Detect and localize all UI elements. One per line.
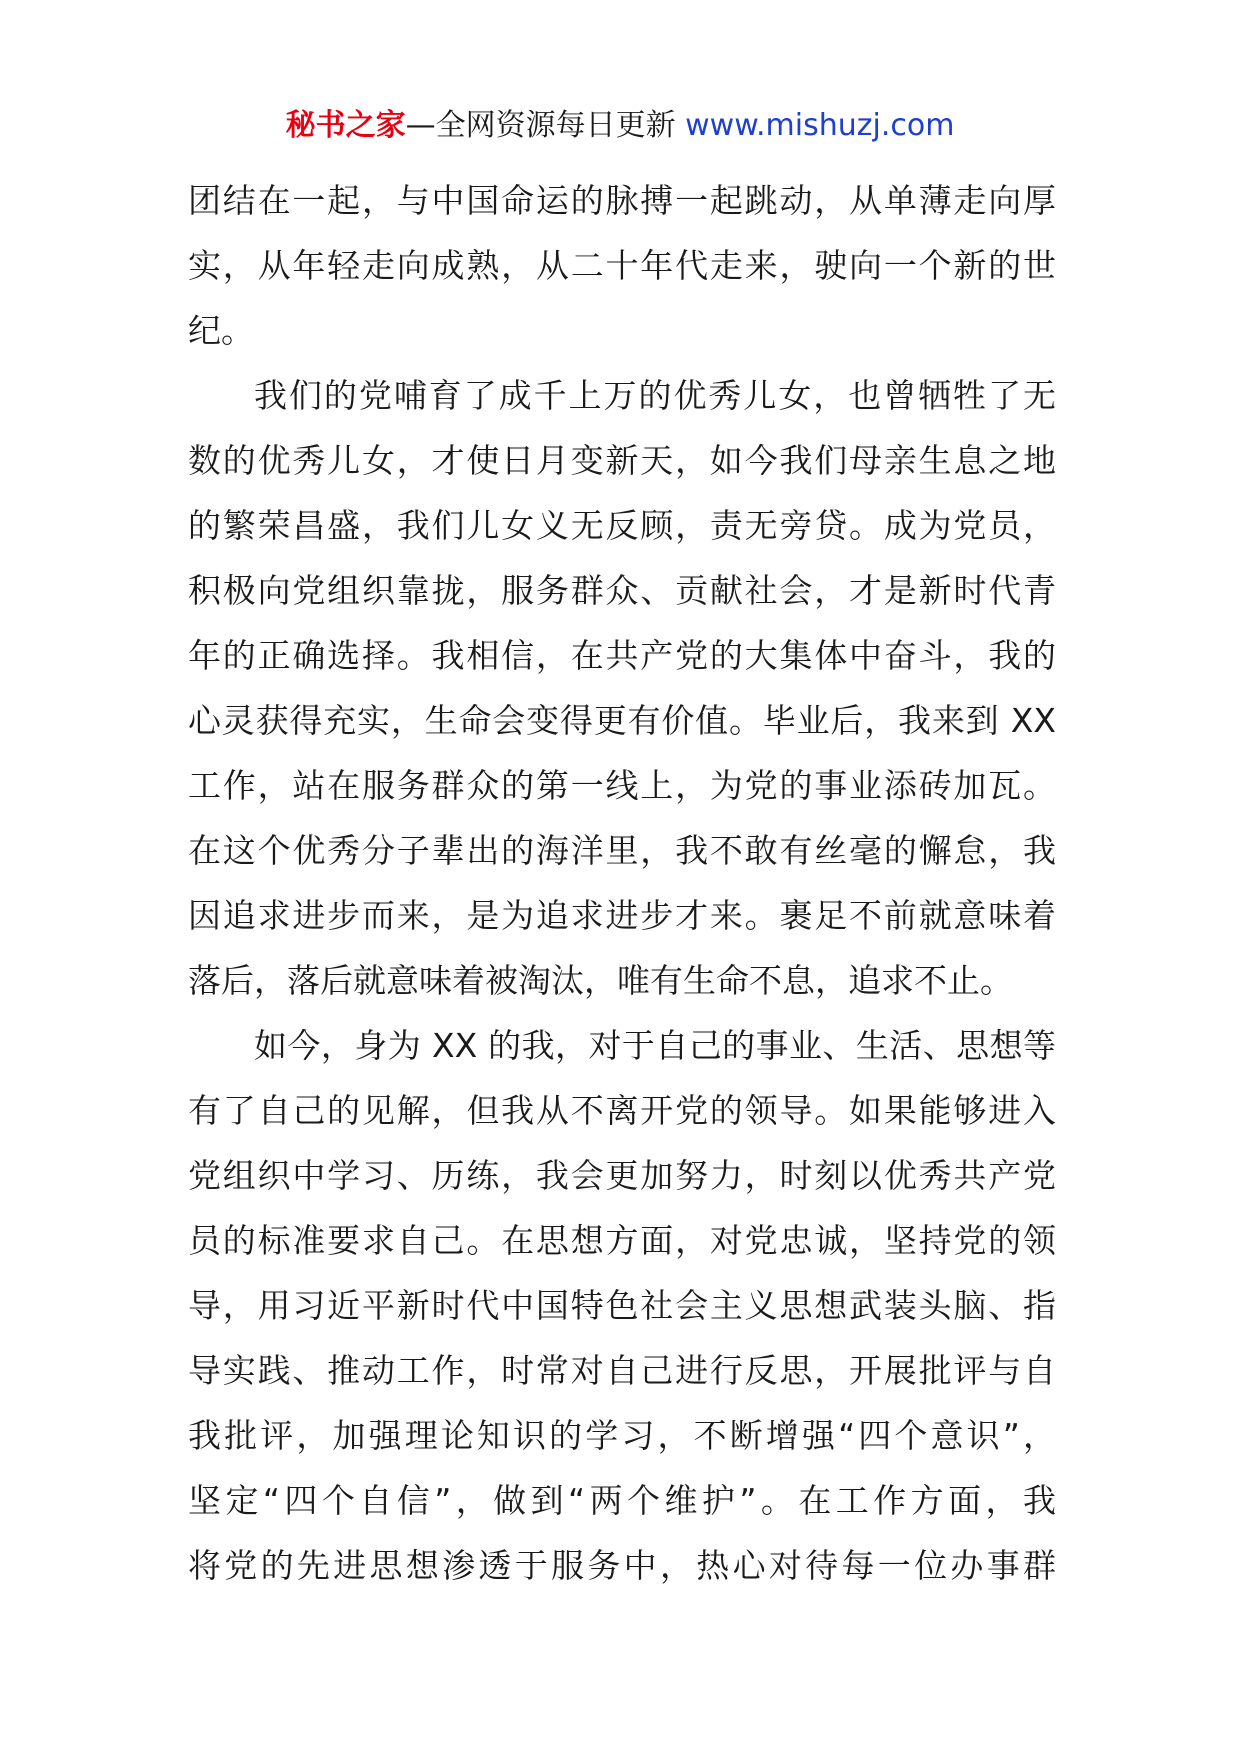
text-line: 有了自己的见解，但我从不离开党的领导。如果能够进入	[188, 1091, 1056, 1130]
text-line: 如今，身为 XX 的我，对于自己的事业、生活、思想等	[254, 1026, 1056, 1065]
site-url-link[interactable]: www.mishuzj.com	[685, 108, 955, 143]
text-line: 我们的党哺育了成千上万的优秀儿女，也曾牺牲了无	[254, 376, 1056, 415]
document-body	[188, 168, 1056, 1598]
text-line: 心灵获得充实，生命会变得更有价值。毕业后，我来到 XX	[188, 701, 1056, 740]
paragraph-1	[188, 168, 1056, 363]
text-line: 员的标准要求自己。在思想方面，对党忠诚，坚持党的领	[188, 1221, 1056, 1260]
text-line: 积极向党组织靠拢，服务群众、贡献社会，才是新时代青	[188, 571, 1056, 610]
text-line: 将党的先进思想渗透于服务中，热心对待每一位办事群	[188, 1546, 1056, 1585]
text-line: 年的正确选择。我相信，在共产党的大集体中奋斗，我的	[188, 636, 1056, 675]
text-line: 因追求进步而来，是为追求进步才来。裹足不前就意味着	[188, 896, 1056, 935]
brand-name: 秘书之家	[285, 108, 406, 143]
text-line: 导实践、推动工作，时常对自己进行反思，开展批评与自	[188, 1351, 1056, 1390]
header-slogan: —全网资源每日更新	[405, 108, 686, 143]
text-line: 实，从年轻走向成熟，从二十年代走来，驶向一个新的世	[188, 246, 1056, 285]
text-line: 在这个优秀分子辈出的海洋里，我不敢有丝毫的懈怠，我	[188, 831, 1056, 870]
text-line: 团结在一起，与中国命运的脉搏一起跳动，从单薄走向厚	[188, 181, 1056, 220]
text-line: 党组织中学习、历练，我会更加努力，时刻以优秀共产党	[188, 1156, 1056, 1195]
paragraph-3	[188, 1013, 1056, 1598]
text-line: 落后，落后就意味着被淘汰，唯有生命不息，追求不止。	[188, 961, 1013, 1000]
text-line: 纪。	[188, 311, 254, 350]
text-line: 坚定“四个自信”，做到“两个维护”。在工作方面，我	[188, 1481, 1056, 1520]
text-line: 工作，站在服务群众的第一线上，为党的事业添砖加瓦。	[188, 766, 1056, 805]
site-header	[0, 104, 1240, 148]
text-line: 的繁荣昌盛，我们儿女义无反顾，责无旁贷。成为党员，	[188, 506, 1056, 545]
text-line: 数的优秀儿女，才使日月变新天，如今我们母亲生息之地	[188, 441, 1056, 480]
text-line: 导，用习近平新时代中国特色社会主义思想武装头脑、指	[188, 1286, 1056, 1325]
paragraph-2	[188, 363, 1056, 1013]
text-line: 我批评，加强理论知识的学习，不断增强“四个意识”，	[188, 1416, 1056, 1455]
